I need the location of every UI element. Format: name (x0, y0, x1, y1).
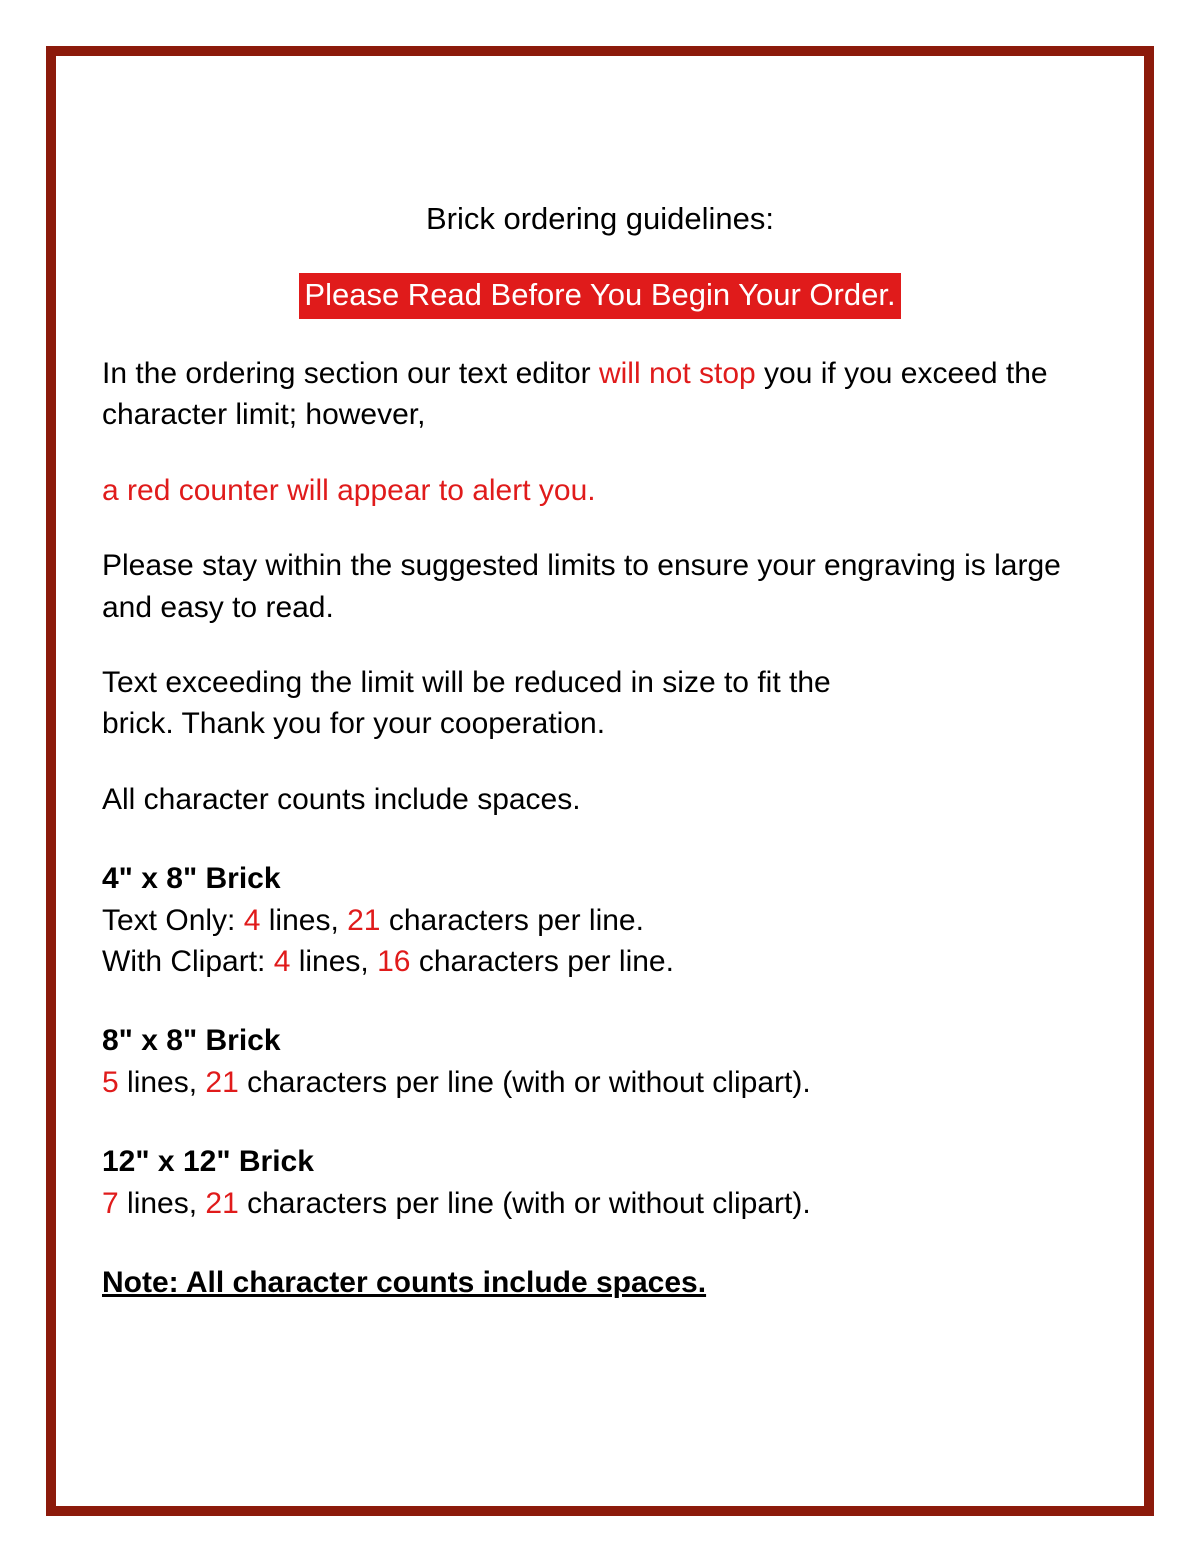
line-prefix: With Clipart: (102, 944, 274, 978)
brick-size-heading: 4" x 8" Brick (102, 862, 281, 896)
warning-banner: Please Read Before You Begin Your Order. (299, 273, 900, 319)
brick-size-block-4x8 (80, 858, 1120, 982)
line-suffix: characters per line. (410, 944, 674, 978)
char-count: 21 (205, 1065, 239, 1099)
line-prefix: Text Only: (102, 903, 244, 937)
brick-size-line (102, 941, 1120, 982)
brick-size-line (102, 1062, 1120, 1103)
line-suffix: characters per line (with or without clipart). (238, 1065, 811, 1099)
page-title: Brick ordering guidelines: (425, 201, 775, 236)
note-line: Note: All character counts include spaces. (102, 1265, 707, 1299)
line-suffix: characters per line (with or without clipart). (238, 1186, 811, 1220)
paragraph-1-part-a: In the ordering section our text editor (102, 357, 599, 391)
paragraph-stay-within-limits: Please stay within the suggested limits to ensure your engraving is large and easy to read. (102, 549, 1061, 624)
paragraph-red-counter: a red counter will appear to alert you. (102, 473, 596, 507)
paragraph-4-line-2: brick. Thank you for your cooperation. (102, 707, 606, 741)
paragraph-4-line-1: Text exceeding the limit will be reduced in size to fit the (102, 666, 831, 699)
brick-size-line (102, 900, 1120, 941)
paragraph-1-part-b: you if you exceed the character limit; however, (102, 357, 1048, 432)
document-content (80, 76, 1120, 1486)
line-count: 4 (243, 903, 261, 937)
document-border-frame (46, 46, 1154, 1516)
char-count: 16 (377, 944, 411, 978)
line-count: 5 (102, 1065, 119, 1099)
paragraph-1-highlight: will not stop (598, 357, 756, 391)
line-suffix: characters per line. (380, 903, 644, 937)
brick-size-block-8x8 (80, 1020, 1120, 1103)
warning-banner-row (80, 273, 1120, 319)
paragraph-editor-limit (80, 353, 1120, 436)
line-middle: lines, (290, 944, 378, 978)
brick-size-heading: 8" x 8" Brick (102, 1024, 281, 1058)
line-count: 7 (102, 1186, 119, 1220)
brick-size-heading: 12" x 12" Brick (102, 1145, 314, 1179)
paragraph-text-exceeding (80, 662, 1120, 745)
char-count: 21 (205, 1186, 239, 1220)
char-count: 21 (347, 903, 381, 937)
line-middle: lines, (260, 903, 348, 937)
brick-size-line (102, 1183, 1120, 1224)
line-middle: lines, (118, 1186, 206, 1220)
brick-size-block-12x12 (80, 1141, 1120, 1224)
line-count: 4 (273, 944, 291, 978)
line-middle: lines, (118, 1065, 206, 1099)
paragraph-counts-include-spaces: All character counts include spaces. (102, 782, 581, 816)
